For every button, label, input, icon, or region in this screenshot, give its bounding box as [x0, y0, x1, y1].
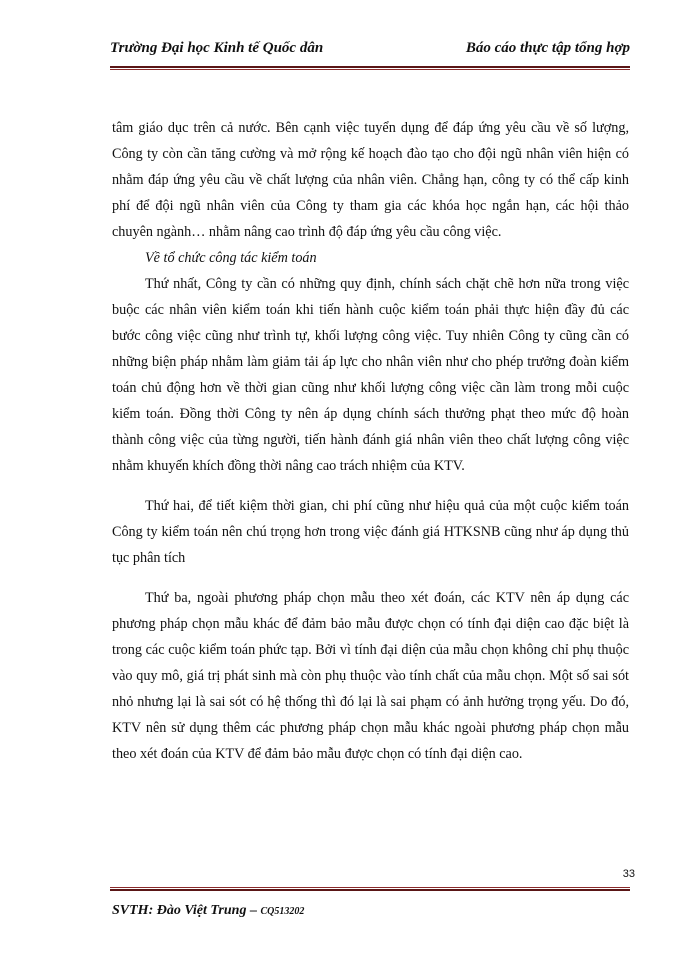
- footer-student-code: CQ513202: [260, 906, 305, 917]
- header-report-title: Báo cáo thực tập tổng hợp: [465, 40, 630, 56]
- paragraph-first: Thứ nhất, Công ty cần có những quy định, chính sách chặt chẽ hơn nữa trong việc buộc các nhân viên kiểm toán khi tiến hành cuộc kiểm toán phải thực hiện đầy đủ các bước công việc cũng như trình tự, khối lượng công việc. Tuy nhiên Công ty cũng cần có những biện pháp nhằm làm giảm tải áp lực cho nhân viên như cho phép trưởng đoàn kiểm toán chủ động hơn về thời gian cũng như khối lượng công việc cần làm trong mỗi cuộc kiểm toán. Đồng thời Công ty nên áp dụng chính sách thưởng phạt theo mức độ hoàn thành công việc của từng người, tiến hành đánh giá nhân viên theo chất lượng công việc nhằm khuyến khích đồng thời nâng cao trách nhiệm của KTV.: [112, 276, 629, 474]
- page-number: 33: [622, 868, 635, 880]
- paragraph-third: Thứ ba, ngoài phương pháp chọn mẫu theo xét đoán, các KTV nên áp dụng các phương pháp chọn mẫu khác để đảm bảo mẫu được chọn có tính đại diện cao đặc biệt là trong các cuộc kiểm toán phức tạp. Bởi vì tính đại diện của mẫu chọn không chỉ phụ thuộc vào quy mô, giá trị phát sinh mà còn phụ thuộc vào tính chất của mẫu chọn. Một số sai sót nhỏ nhưng lại là sai sót có hệ thống thì đó lại là sai phạm có ảnh hưởng trọng yếu. Do đó, KTV nên sử dụng thêm các phương pháp chọn mẫu khác ngoài phương pháp chọn mẫu theo xét đoán của KTV để đảm bảo mẫu được chọn có tính đại diện cao.: [112, 590, 629, 762]
- footer-rule: [110, 887, 630, 891]
- header-university: Trường Đại học Kinh tế Quốc dân: [110, 40, 324, 56]
- header-rule: [110, 66, 630, 70]
- paragraph-second: Thứ hai, để tiết kiệm thời gian, chi phí cũng như hiệu quả của một cuộc kiểm toán Công ty kiểm toán nên chú trọng hơn trong việc đánh giá HTKSNB cũng như áp dụng thủ tục phân tích: [112, 498, 629, 566]
- page-body: [112, 115, 629, 767]
- page-footer: [112, 903, 304, 919]
- page-header: [110, 40, 630, 62]
- section-heading: Về tổ chức công tác kiểm toán: [145, 250, 317, 266]
- footer-author: SVTH: Đào Việt Trung –: [112, 903, 261, 918]
- paragraph-training: tâm giáo dục trên cả nước. Bên cạnh việc tuyển dụng để đáp ứng yêu cầu về số lượng, Công ty còn cần tăng cường và mở rộng kế hoạch đào tạo cho đội ngũ nhân viên hiện có nhằm đáp ứng yêu cầu về chất lượng của nhân viên. Chẳng hạn, công ty có thể cấp kinh phí để đội ngũ nhân viên của Công ty tham gia các khóa học ngắn hạn, các hội thảo chuyên ngành… nhằm nâng cao trình độ đáp ứng yêu cầu công việc.: [112, 120, 629, 240]
